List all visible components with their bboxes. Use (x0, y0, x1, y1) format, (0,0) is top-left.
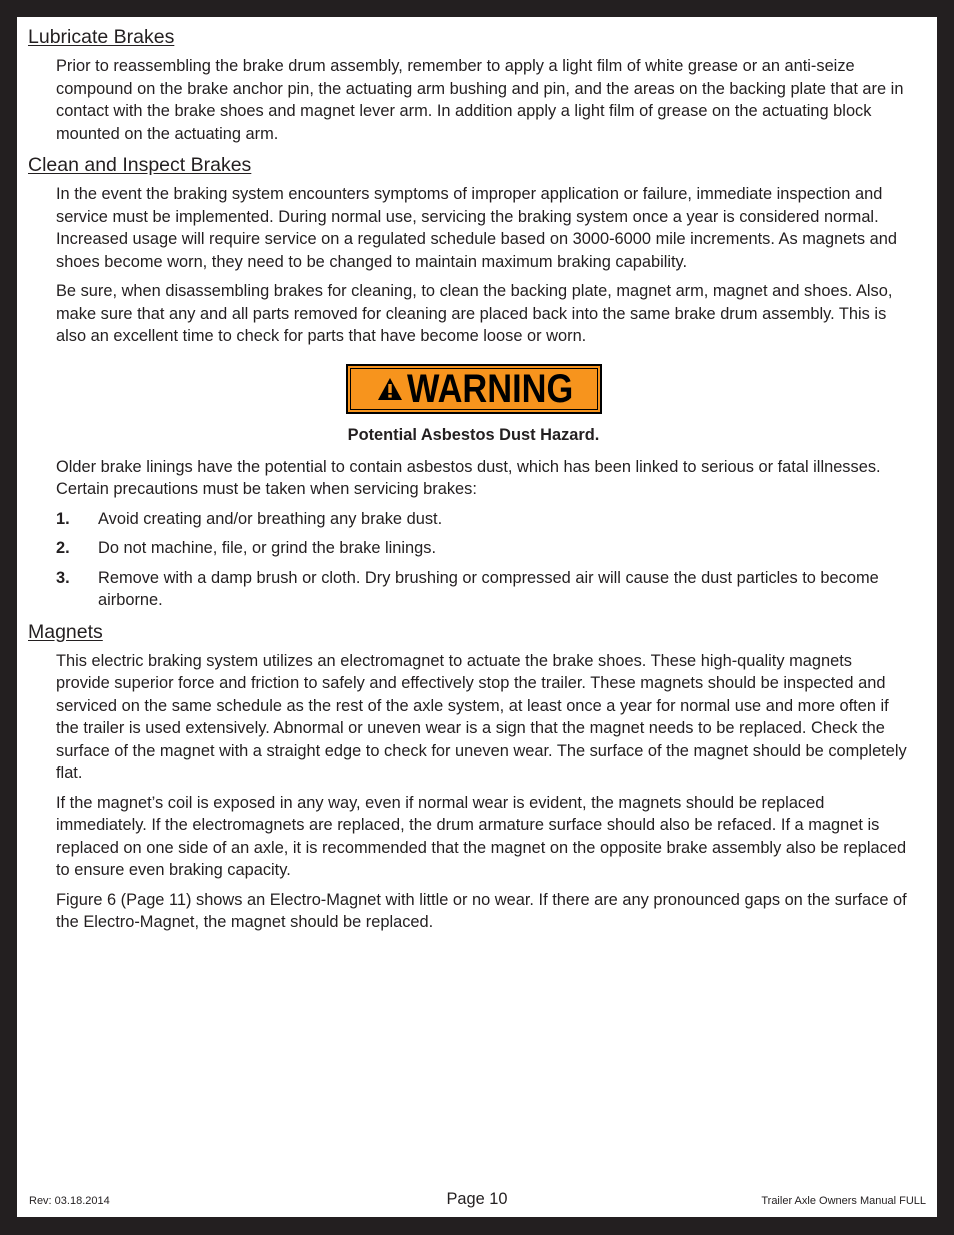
paragraph: If the magnet’s coil is exposed in any way, even if normal wear is evident, the magnets should be replaced immediately. If the electromagnets are replaced, the drum armature surface should also be refaced. If a magnet is replaced on one side of an axle, it is recommended that the magnet on the opposite brake assembly also be replaced to ensure even braking capacity. (56, 793, 907, 879)
paragraph: Prior to reassembling the brake drum assembly, remember to apply a light film of white grease or an anti-seize compound on the brake anchor pin, the actuating arm bushing and pin, and the areas on the backing plate that are in contact with the brake shoes and magnet lever arm. In addition apply a light film of grease on the actuating block mounted on the actuating arm. (56, 57, 904, 143)
hazard-title: Potential Asbestos Dust Hazard. (347, 426, 600, 444)
section-lubricate-brakes (28, 24, 908, 145)
list-item (56, 567, 908, 612)
paragraph: Figure 6 (Page 11) shows an Electro-Magnet with little or no wear. If there are any pronounced gaps on the surface of the Electro-Magnet, the magnet should be replaced. (56, 890, 907, 931)
page-content (28, 24, 908, 941)
list-text: Avoid creating and/or breathing any brake dust. (98, 509, 443, 528)
list-item (56, 508, 908, 531)
document-page (17, 17, 937, 1217)
warning-sign (346, 364, 602, 414)
document-title: Trailer Axle Owners Manual FULL (761, 1195, 926, 1207)
precaution-list (28, 508, 908, 612)
list-number: 1. (56, 509, 70, 528)
warning-intro: Older brake linings have the potential to contain asbestos dust, which has been linked to serious or fatal illnesses. Certain precautions must be taken when servicing brakes: (56, 457, 881, 498)
revision-date: Rev: 03.18.2014 (29, 1195, 110, 1207)
warning-triangle-icon (377, 377, 403, 401)
warning-label: WARNING (406, 366, 574, 411)
section-heading: Clean and Inspect Brakes (28, 154, 252, 176)
paragraph: In the event the braking system encounters symptoms of improper application or failure, immediate inspection and service must be implemented. During normal use, servicing the braking system once a year is considered normal. Increased usage will require service on a regulated schedule based on 3000-6000 mile increments. As magnets and shoes become worn, they need to be changed to maintain maximum braking capability. (56, 185, 897, 271)
list-number: 2. (56, 539, 70, 557)
section-heading: Magnets (28, 620, 103, 643)
paragraph: This electric braking system utilizes an electromagnet to actuate the brake shoes. These high-quality magnets provide superior force and friction to safely and effectively stop the trailer. These magnets should be inspected and serviced on the same schedule as the rest of the axle system, at least once a year for normal use and more often if the trailer is used extensively. Abnormal or uneven wear is a sign that the magnet needs to be replaced. Check the surface of the magnet with a straight edge to check for uneven wear. The surface of the magnet should be completely flat. (56, 651, 907, 782)
section-magnets (28, 619, 908, 934)
list-item (56, 537, 908, 560)
page-number: Page 10 (446, 1190, 508, 1208)
list-text: Remove with a damp brush or cloth. Dry brushing or compressed air will cause the dust particles to become airborne. (98, 568, 879, 609)
section-clean-inspect-brakes (28, 152, 908, 612)
warning-block (28, 364, 908, 421)
section-heading: Lubricate Brakes (28, 26, 175, 48)
list-number: 3. (56, 568, 70, 587)
paragraph: Be sure, when disassembling brakes for cleaning, to clean the backing plate, magnet arm, magnet and shoes. Also, make sure that any and all parts removed for cleaning are placed back into the same brake drum assembly. This is also an excellent time to check for parts that have become loose or worn. (56, 282, 893, 345)
list-text: Do not machine, file, or grind the brake linings. (98, 539, 437, 557)
